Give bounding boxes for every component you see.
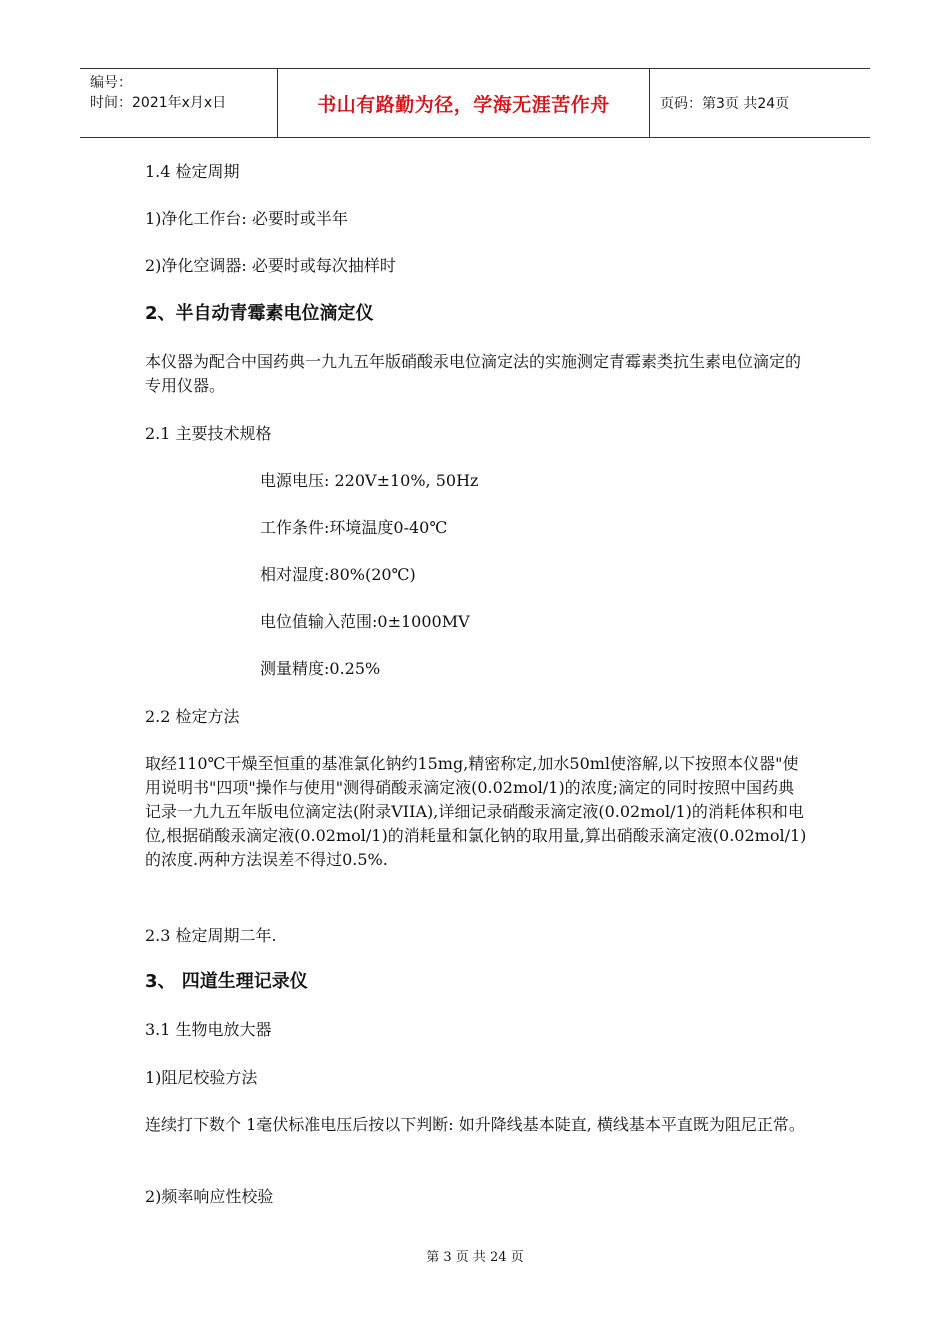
section-3-1-item-1-body: 连续打下数个 1毫伏标准电压后按以下判断: 如升降线基本陡直, 横线基本平直既为阻尼正常。: [145, 1115, 805, 1134]
header-motto: 书山有路勤为径，学海无涯苦作舟: [317, 93, 610, 116]
spec-relative-humidity: 相对湿度:80%(20℃): [260, 565, 416, 584]
page-info-text: 页码：第3页 共24页: [660, 96, 790, 112]
header-page-info: [650, 69, 870, 137]
section-1-4-item-1: 1)净化工作台: 必要时或半年: [145, 209, 348, 228]
page-header: [80, 68, 870, 138]
page-footer: 第 3 页 共 24 页: [426, 1250, 524, 1265]
number-label: 编号：: [90, 75, 132, 91]
header-meta: [80, 69, 278, 137]
spec-input-range: 电位值输入范围:0±1000MV: [260, 612, 470, 631]
spec-working-condition: 工作条件:环境温度0-40℃: [260, 518, 448, 537]
header-motto-cell: [278, 69, 650, 137]
section-3-1-title: 3.1 生物电放大器: [145, 1020, 272, 1039]
section-1-4-title: 1.4 检定周期: [145, 162, 240, 181]
section-2-2-body: 取经110℃干燥至恒重的基准氯化钠约15mg,精密称定,加水50ml使溶解,以下按照本仪器"使用说明书"四项"操作与使用"测得硝酸汞滴定液(0.02mol/1)的浓度;滴定的同时按照中国药典记录一九九五年版电位滴定法(附录VIIA),详细记录硝酸汞滴定液(0.02mol/1)的消耗体积和电位,根据硝酸汞滴定液(0.02mol/1)的消耗量和氯化钠的取用量,算出硝酸汞滴定液(0.02mol/1)的浓度.两种方法误差不得过0.5%.: [145, 754, 807, 869]
section-3-heading: 3、 四道生理记录仪: [145, 971, 308, 992]
section-2-heading: 2、半自动青霉素电位滴定仪: [145, 303, 374, 324]
section-2-2-title: 2.2 检定方法: [145, 707, 240, 726]
section-3-1-item-1: 1)阻尼校验方法: [145, 1068, 258, 1087]
section-2-3: 2.3 检定周期二年.: [145, 926, 277, 945]
spec-power-voltage: 电源电压: 220V±10%, 50Hz: [260, 471, 479, 490]
section-3-1-item-2: 2)频率响应性校验: [145, 1187, 274, 1206]
section-1-4-item-2: 2)净化空调器: 必要时或每次抽样时: [145, 256, 396, 275]
date-line: 时间：2021年x月x日: [90, 95, 227, 111]
section-2-1-title: 2.1 主要技术规格: [145, 424, 272, 443]
spec-precision: 测量精度:0.25%: [260, 659, 381, 678]
section-2-intro: 本仪器为配合中国药典一九九五年版硝酸汞电位滴定法的实施测定青霉素类抗生素电位滴定的专用仪器。: [145, 352, 802, 395]
